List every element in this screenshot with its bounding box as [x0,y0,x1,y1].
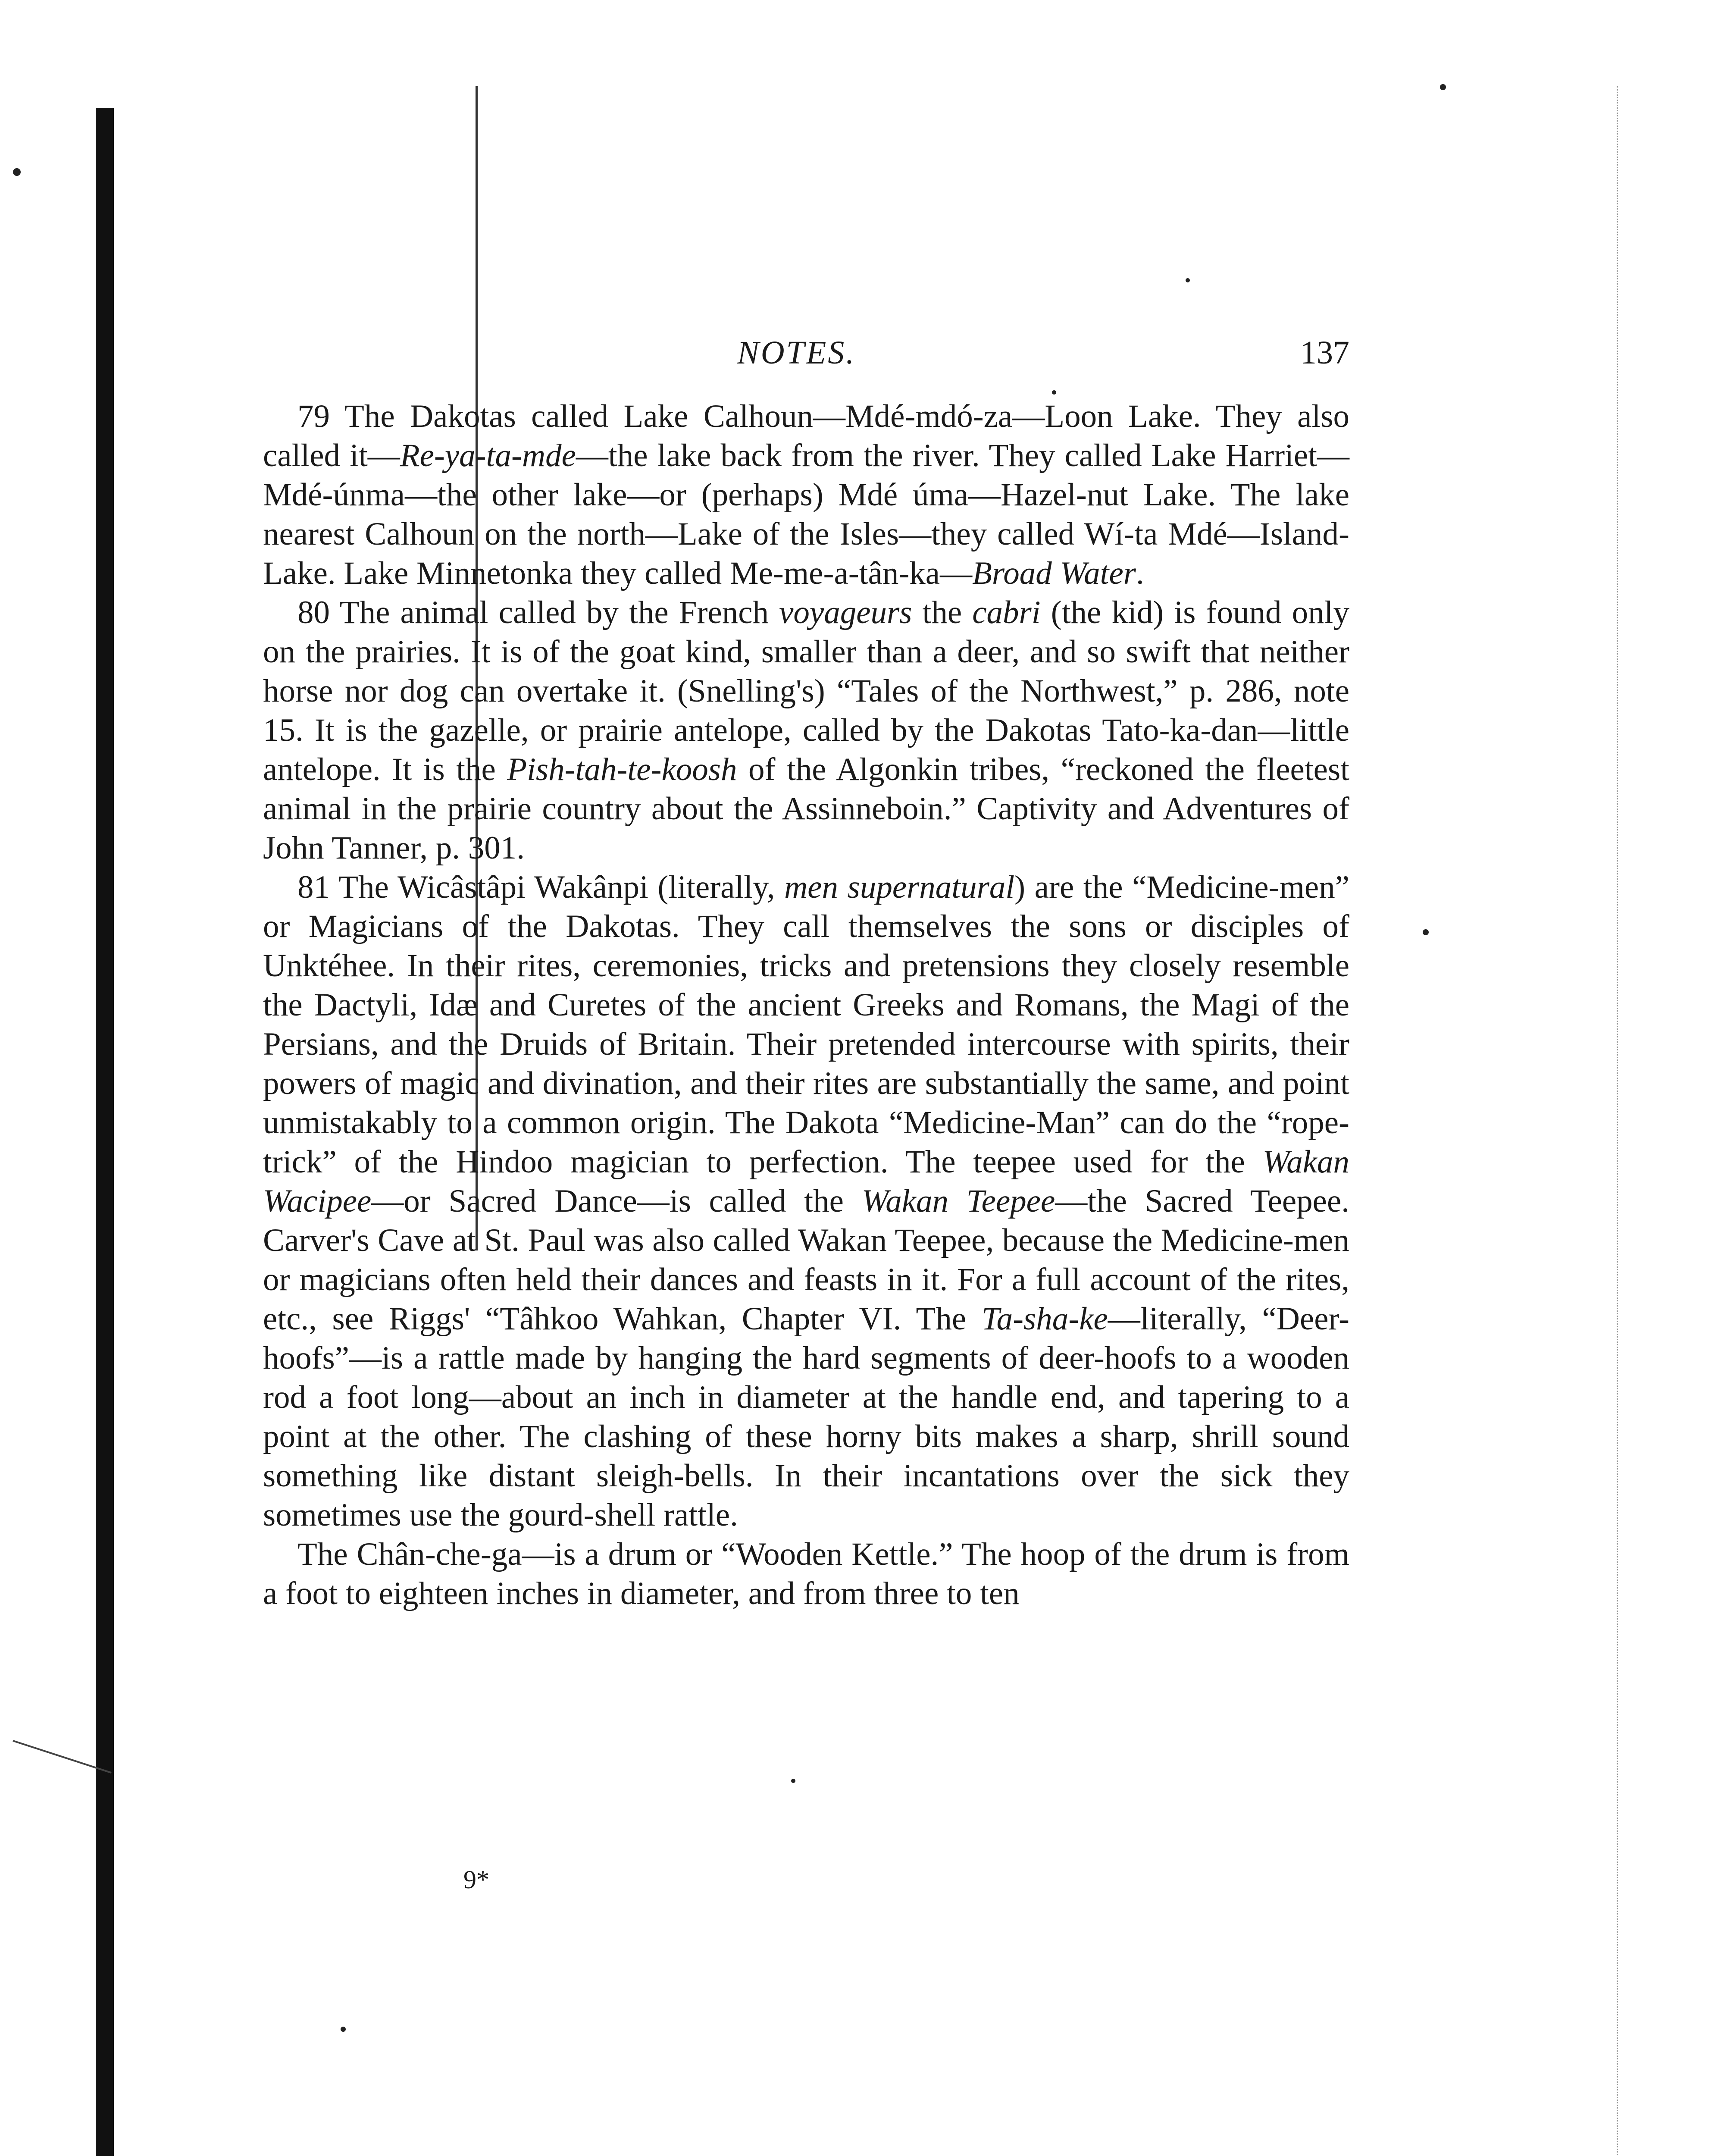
speck [1440,84,1446,90]
binding-shadow [96,108,114,2156]
speck [341,2027,346,2032]
speck [791,1779,795,1783]
signature-mark: 9* [463,1865,489,1894]
text-run: —literally, “Deer-hoofs”—is a rattle made by hanging the hard segments of deer-hoofs to a wooden rod a foot long—about an inch in diameter at the handle end, and tapering to a point at the other. The clashing of these horny bits makes a sharp, shrill sound something like distant sleigh-bells. In their incantations over the sick they sometimes use the gourd-shell rattle. [263,1301,1349,1533]
text-run: —the Sacred Teepee. Carver's Cave at St. Paul was also called Wakan Teepee, because the Medicine-men or magicians often held their dances and feasts in it. For a full account of the rites, etc., see Riggs' “Tâhkoo Wahkan, Chapter VI. The [263,1183,1349,1337]
speck [1052,390,1056,395]
italic-run: cabri [972,595,1041,630]
text-run: 80 The animal called by the French [297,595,779,630]
note-80 [263,593,1349,868]
text-run: —or Sacred Dance—is called the [371,1183,862,1219]
italic-run: Wakan Wacipee [263,1144,1349,1219]
text-run: the [912,595,973,630]
note-79 [263,397,1349,593]
text-run: The Chân-che-ga—is a drum or “Wooden Kettle.” The hoop of the drum is from a foot to eighteen inches in diameter, and from three to ten [263,1536,1349,1611]
italic-run: Wakan Teepee [861,1183,1055,1219]
page-edge [1617,86,1624,2156]
italic-run: Re-ya-ta-mde [400,438,576,473]
italic-run: Pish-tah-te-koosh [507,752,737,787]
text-run: 79 The Dakotas called Lake Calhoun—Mdé-mdó-za—Loon Lake. They also called it— [263,398,1349,473]
notes-text [263,397,1349,1613]
text-run: —the lake back from the river. They called Lake Harriet—Mdé-únma—the other lake—or (perhaps) Mdé úma—Hazel-nut Lake. The lake nearest Calhoun on the north—Lake of the Isles—they called Wí-ta Mdé—Island-Lake. Lake Minnetonka they called Me-me-a-tân-ka— [263,438,1350,591]
speck [1186,278,1190,282]
text-run: (the kid) is found only on the prairies. It is of the goat kind, smaller than a deer, and so swift that neither horse nor dog can overtake it. (Snelling's) “Tales of the Northwest,” p. 286, note 15. It is the gazelle, or prairie antelope, called by the Dakotas Tato-ka-dan—little antelope. It is the [263,595,1349,787]
italic-run: men supernatural [784,869,1015,905]
page-number: 137 [1300,335,1349,371]
italic-run: voyageurs [779,595,912,630]
text-run: of the Algonkin tribes, “reckoned the fleetest animal in the prairie country about the Assinneboin.” Captivity and Adventures of John Tanner, p. 301. [263,752,1349,866]
text-run: ) are the “Medicine-men” or Magicians of the Dakotas. They call themselves the sons or disciples of Unktéhee. In their rites, ceremonies, tricks and pretensions they closely resemble the Dactyli, Idæ and Curetes of the ancient Greeks and Romans, the Magi of the Persians, and the Druids of Britain. Their pretended intercourse with spirits, their powers of magic and divination, and their rites are substantially the same, and point unmistakably to a common origin. The Dakota “Medicine-Man” can do the “rope-trick” of the Hindoo magician to perfection. The teepee used for the [263,869,1349,1180]
running-head: NOTES. [737,335,856,371]
text-run: . [1136,555,1144,591]
italic-run: Ta-sha-ke [981,1301,1108,1337]
note-81 [263,868,1349,1535]
text-run: 81 The Wicâstâpi Wakânpi (literally, [297,869,785,905]
speck [13,168,21,176]
italic-run: Broad Water [972,555,1136,591]
speck [1423,929,1429,935]
page-header [272,334,1349,382]
note-81-continued [263,1535,1349,1613]
